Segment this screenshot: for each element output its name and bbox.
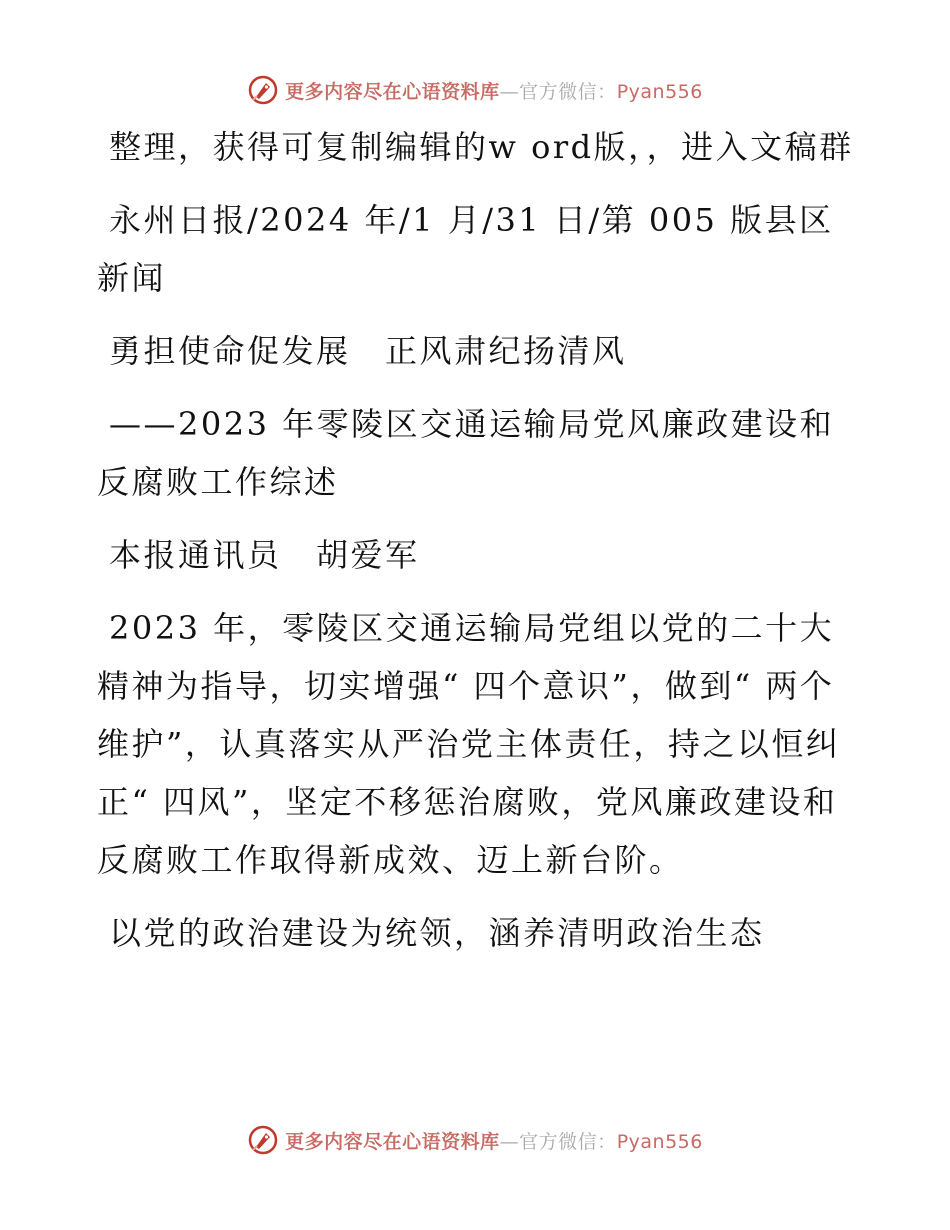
section-heading: 以党的政治建设为统领，涵养清明政治生态: [109, 914, 765, 952]
body-paragraph: 2023 年，零陵区交通运输局党组以党的二十大精神为指导，切实增强“ 四个意识”，做到“ 两个维护”，认真落实从严治党主体责任，持之以恒纠正“ 四风”，坚定不移惩治腐败，党风廉政建设和反腐败工作取得新成效、迈上新台阶。: [97, 609, 841, 879]
footer-brand-sub: 官方微信：: [519, 1130, 617, 1153]
byline: 本报通讯员 胡爱军: [109, 536, 420, 574]
footer-brand-main: 更多内容尽在心语资料库: [285, 1130, 500, 1153]
footer-brand-sep: —: [499, 1130, 520, 1153]
footer-brand-text: [285, 1127, 703, 1154]
header-brand-main: 更多内容尽在心语资料库: [285, 80, 500, 103]
source-line: 永州日报/2024 年/1 月/31 日/第 005 版县区新闻: [97, 201, 834, 297]
header-brand-sep: —: [499, 80, 520, 103]
footer-brand: [247, 1124, 703, 1156]
article-subtitle: ——2023 年零陵区交通运输局党风廉政建设和反腐败工作综述: [97, 405, 835, 501]
header-brand-sub: 官方微信：: [519, 80, 617, 103]
header-brand-id: Pyan556: [616, 80, 703, 103]
header-watermark: [0, 70, 950, 110]
pen-nib-logo-icon: [247, 1124, 279, 1156]
article-body: [97, 118, 857, 977]
footer-brand-id: Pyan556: [616, 1130, 703, 1153]
header-brand-text: [285, 77, 703, 104]
pen-nib-logo-icon: [247, 74, 279, 106]
intro-note: 整理，获得可复制编辑的w ord版，，进入文稿群: [109, 128, 854, 166]
header-brand: [247, 74, 703, 106]
article-title: 勇担使命促发展 正风肃纪扬清风: [109, 332, 627, 370]
footer-watermark: [0, 1120, 950, 1160]
